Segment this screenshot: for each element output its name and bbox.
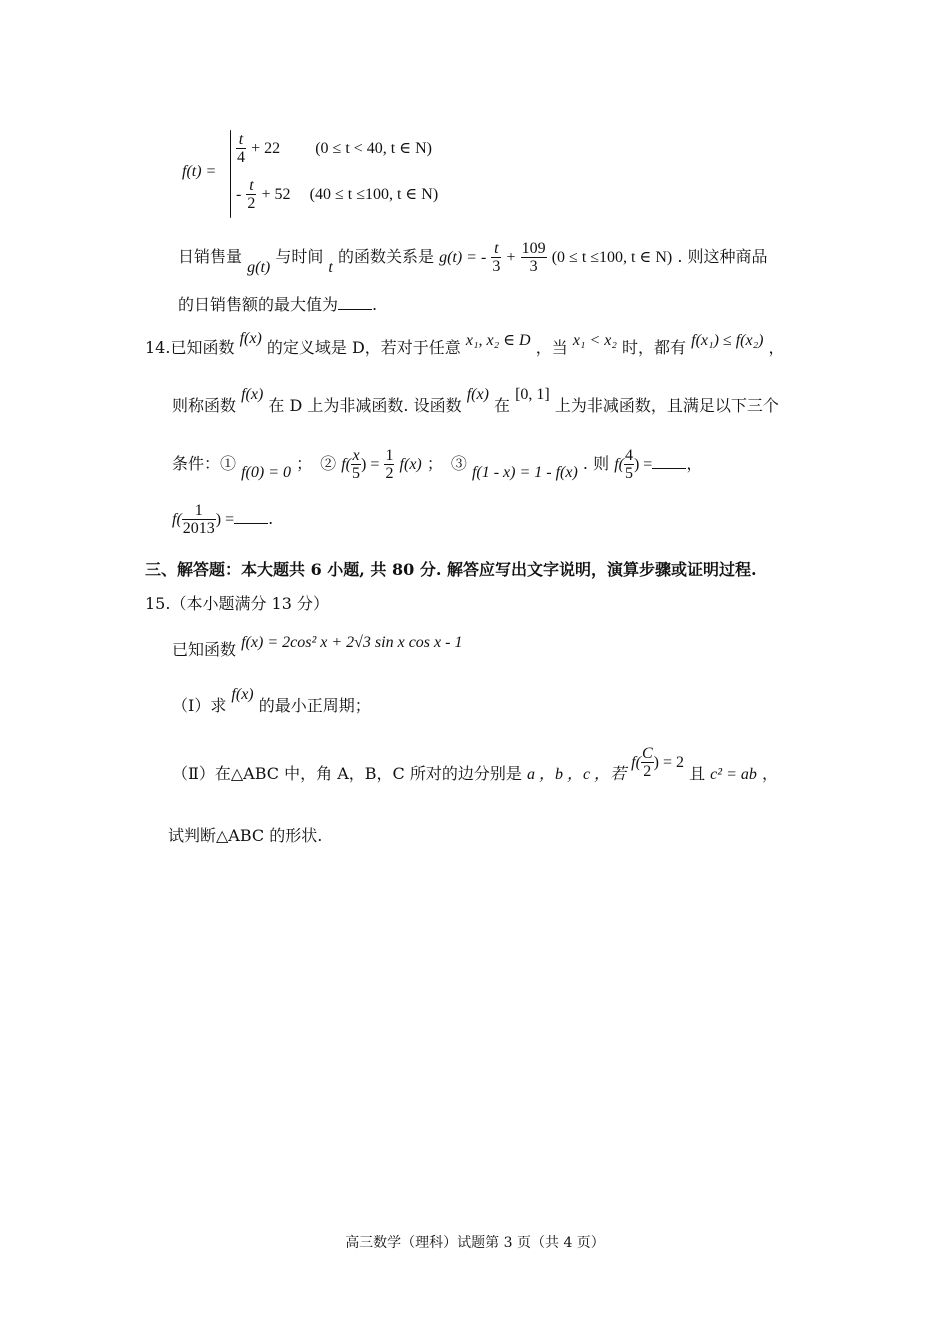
q15-header: 15.（本小题满分 13 分） [145,594,329,613]
section-heading: 三、解答题：本大题共 6 小题, 共 80 分. 解答应写出文字说明，演算步骤或证明过程. [145,560,757,579]
piecewise-case2: - $\frac{t}{2}$ + 52 (40 ≤ t ≤100, t ∈ N) [236,177,439,212]
q15-given: 已知函数 f(x) = 2cos² x + 2√3 sin x cos x - 1 [172,634,463,659]
answer-blank [338,295,372,310]
piecewise-brace [230,130,231,218]
page-footer: 高三数学（理科）试题第 3 页（共 4 页） [345,1235,605,1251]
q13-line1: 日销售量 g(t) 与时间 t 的函数关系是 g(t) = - $\frac{t}{3}$ + $\frac{109}{3}$ (0 ≤ t ≤100, t ∈ N) . 则这种商品 [178,240,768,276]
q14-line4: f( $\frac{1}{2013}$ ) = . [172,502,274,537]
q15-part1: （Ⅰ）求 f(x) 的最小正周期； [172,686,371,715]
q15-part3: 试判断△ABC 的形状. [168,826,323,845]
q13-line2: 的日销售额的最大值为 . [178,295,378,314]
piecewise-case1: $\frac{t}{4}$ + 22 (0 ≤ t < 40, t ∈ N) [237,131,432,166]
answer-blank [234,509,268,524]
piecewise-lhs: f(t) = [182,163,217,180]
q14-line1: 14.已知函数 f(x) 的定义域是 D，若对于任意 x₁, x₂ ∈ D ，当 x₁ < x₂ 时，都有 f(x₁) ≤ f(x₂) ， [145,330,785,357]
q14-line3: 条件：① f(0) = 0 ； ② f( $\frac{x}{5}$ ) = $\frac{1}{2}$ f(x) ； ③ f(1 - x) = 1 - f(x) . 则 f( $\frac{4}{5}$ ) = ， [172,447,703,482]
q15-part2: （Ⅱ）在△ABC 中，角 A，B，C 所对的边分别是 a ，b ，c ，若 f( $\frac{C}{2}$ ) = 2 且 c² = ab ， [172,745,778,783]
answer-blank [652,454,686,469]
q14-line2: 则称函数 f(x) 在 D 上为非减函数. 设函数 f(x) 在 [0, 1] 上为非减函数，且满足以下三个 [172,386,779,415]
